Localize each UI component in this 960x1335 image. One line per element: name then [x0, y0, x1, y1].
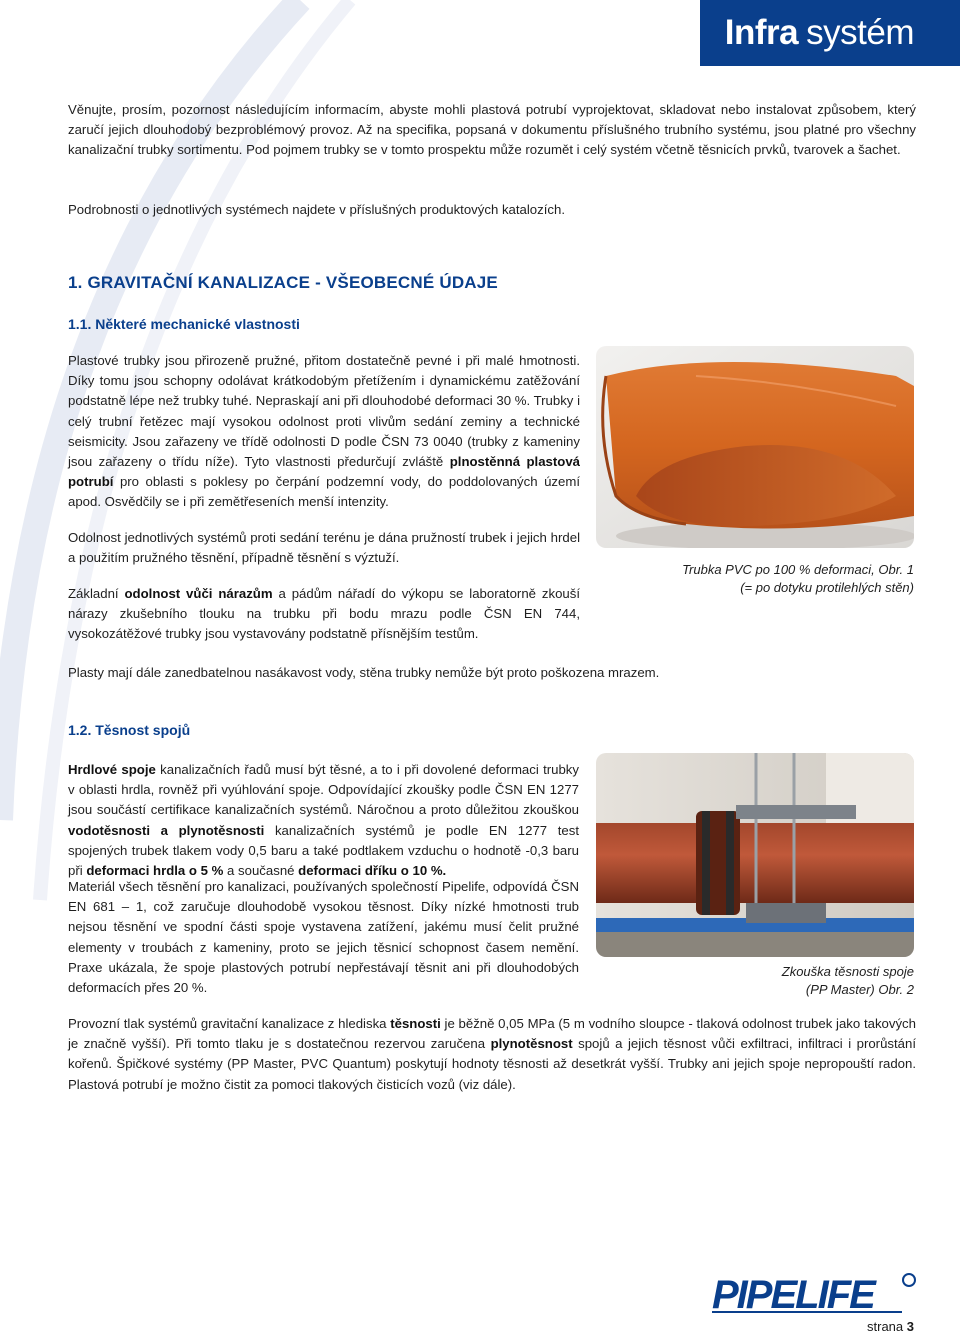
bold-text: deformaci hrdla o 5 %: [86, 863, 224, 879]
text-span: kanalizačních řadů musí být těsné, a to i při dovolené deformaci trubky v oblasti hrdla, rovněž při vyúhlování spoje. Odpovídající zkoušky podle ČSN EN 1277 jsou součástí certifikace kanalizačních systémů. Náročnou a proto důležitou zkouškou: [68, 762, 579, 818]
photo-deformed-pvc-pipe: [596, 346, 914, 548]
page-number-value: 3: [906, 1319, 914, 1334]
text-span: spojů a jejich těsnost vůči exfiltraci, infiltraci i prorůstání kořenů. Špičkové systémy (PP Master, PVC Quantum) poskytují hodnoty těsnosti až desetkrát vyšší. Trubky ani jejich spoje nepropouští radon. Plastová potrubí je možno čistit za pomoci tlakových čisticích vozů (viz dále).: [68, 1036, 916, 1092]
section-1-2-paragraph-1: [68, 760, 579, 881]
intro-paragraph-2: Podrobnosti o jednotlivých systémech najdete v příslušných produktových katalozích.: [68, 202, 565, 217]
caption-line: (PP Master) Obr. 2: [805, 982, 914, 997]
section-1-1-paragraph-4: Plasty mají dále zanedbatelnou nasákavost vody, stěna trubky nemůže být proto poškozena mrazem.: [68, 665, 660, 680]
caption-line: Zkouška těsnosti spoje: [781, 964, 914, 979]
section-1-1-paragraph-3: [68, 584, 580, 645]
text-span: Provozní tlak systémů gravitační kanalizace z hlediska: [68, 1016, 387, 1031]
section-1-1-paragraph-1: [68, 351, 580, 513]
header-title-bold: Infra: [724, 13, 799, 52]
section-1-1-heading: 1.1. Některé mechanické vlastnosti: [68, 316, 300, 332]
bold-text: vodotěsnosti a plynotěsnosti: [68, 822, 265, 838]
section-1-2-heading: 1.2. Těsnost spojů: [68, 722, 191, 738]
header-title-thin: systém: [806, 13, 914, 52]
bold-text: Hrdlové spoje: [68, 762, 156, 777]
section-1-1-paragraph-2: Odolnost jednotlivých systémů proti sedání terénu je dána pružností trubek i jejich hrdel a použitím pružného těsnění, případně těsnění s výztuží.: [68, 530, 580, 566]
logo-text: PIPELIFE: [712, 1273, 874, 1317]
text-span: a současné: [227, 863, 295, 879]
intro-paragraph-1: Věnujte, prosím, pozornost následujícím informacím, abyste mohli plastová potrubí vyprojektovat, skladovat nebo instalovat způsobem, který zaručí jejich dlouhodobý bezproblémový provoz. Až na specifika, popsaná v dokumentu příslušného trubního systému, jsou platné pro všechny kanalizační trubky sortimentu. Pod pojmem trubky se v tomto prospektu může rozumět i celý systém včetně těsnicích prvků, tvarovek a šachet.: [68, 102, 916, 158]
page-number: [867, 1319, 914, 1334]
caption-line: (= po dotyku protilehlých stěn): [740, 580, 914, 595]
text-span: Základní: [68, 586, 119, 601]
text-span: a pádům nářadí do výkopu se laboratorně zkouší nárazy zkušebního tlouku na trubku při bodu mrazu podle ČSN EN 744, vysokozátěžové trubky jsou vystavovány podstatně přísnějším testům.: [68, 586, 580, 642]
text-span: je běžně 0,05 MPa (5 m vodního sloupce - tlaková odolnost trubek jako takových je značně vyšší). Při tomto tlaku je s dostatečnou rezervou zaručena: [68, 1016, 916, 1052]
bold-text: plnostěnná plastová potrubí: [68, 454, 580, 490]
bold-text: deformaci dříku o 10 %.: [298, 863, 447, 879]
text-span: kanalizačních systémů je podle EN 1277 test spojených trubek tlakem vody 0,5 baru a také podtlakem vzduchu o hodnotě -0,3 baru při: [68, 822, 579, 879]
photo-2-caption: [596, 963, 914, 999]
text-span: pro oblasti s poklesy po čerpání podzemní vody, do poddolovaných území apod. Osvědčily se i při zemětřeseních menší intenzity.: [68, 474, 580, 510]
section-1-heading: 1. GRAVITAČNÍ KANALIZACE - VŠEOBECNÉ ÚDAJE: [68, 273, 498, 292]
header-bar: [700, 0, 960, 66]
section-1-2-paragraph-3: [68, 1014, 916, 1095]
bold-text: těsnosti: [390, 1016, 441, 1031]
section-1-2-paragraph-2: Materiál všech těsnění pro kanalizaci, používaných společností Pipelife, odpovídá ČSN EN 681 – 1, což zaručuje dlouhodobě vysokou těsnost. Díky nízké hmotnosti trub nejsou těsnění ve spodní části spoje vystavena zatížení, jakému musí čelit pružné elementy v troubách z kameniny, proto se jejich těsnicí schopnost časem nemění. Praxe ukázala, že spoje plastových potrubí nepřestávají těsnit ani při dlouhodobých deformacích přes 20 %.: [68, 879, 579, 996]
text-span: Plastové trubky jsou přirozeně pružné, přitom dostatečně pevné i při malé hmotnosti. Díky tomu jsou schopny odolávat krátkodobým přetížením i dynamickému zatěžování podstatně lépe než trubky tuhé. Nepraskají ani při dlouhodobé deformaci 30 %. Trubky i celý trubní řetězec mají vysokou odolnost proti vlivům sedání zeminy a technické seismicity. Jsou zařazeny ve třídě odolnosti D podle ČSN 73 0040 (trubky z kameniny jsou zařazeny o třídu níže). Tyto vlastnosti předurčují zvláště: [68, 353, 580, 470]
bold-text: plynotěsnost: [490, 1036, 573, 1052]
bold-text: odolnost vůči nárazům: [124, 586, 273, 601]
caption-line: Trubka PVC po 100 % deformaci, Obr. 1: [682, 562, 914, 577]
photo-joint-tightness-test: [596, 753, 914, 957]
photo-1-caption: [596, 561, 914, 597]
page-label: strana: [867, 1319, 904, 1334]
pipelife-logo: [712, 1266, 918, 1318]
